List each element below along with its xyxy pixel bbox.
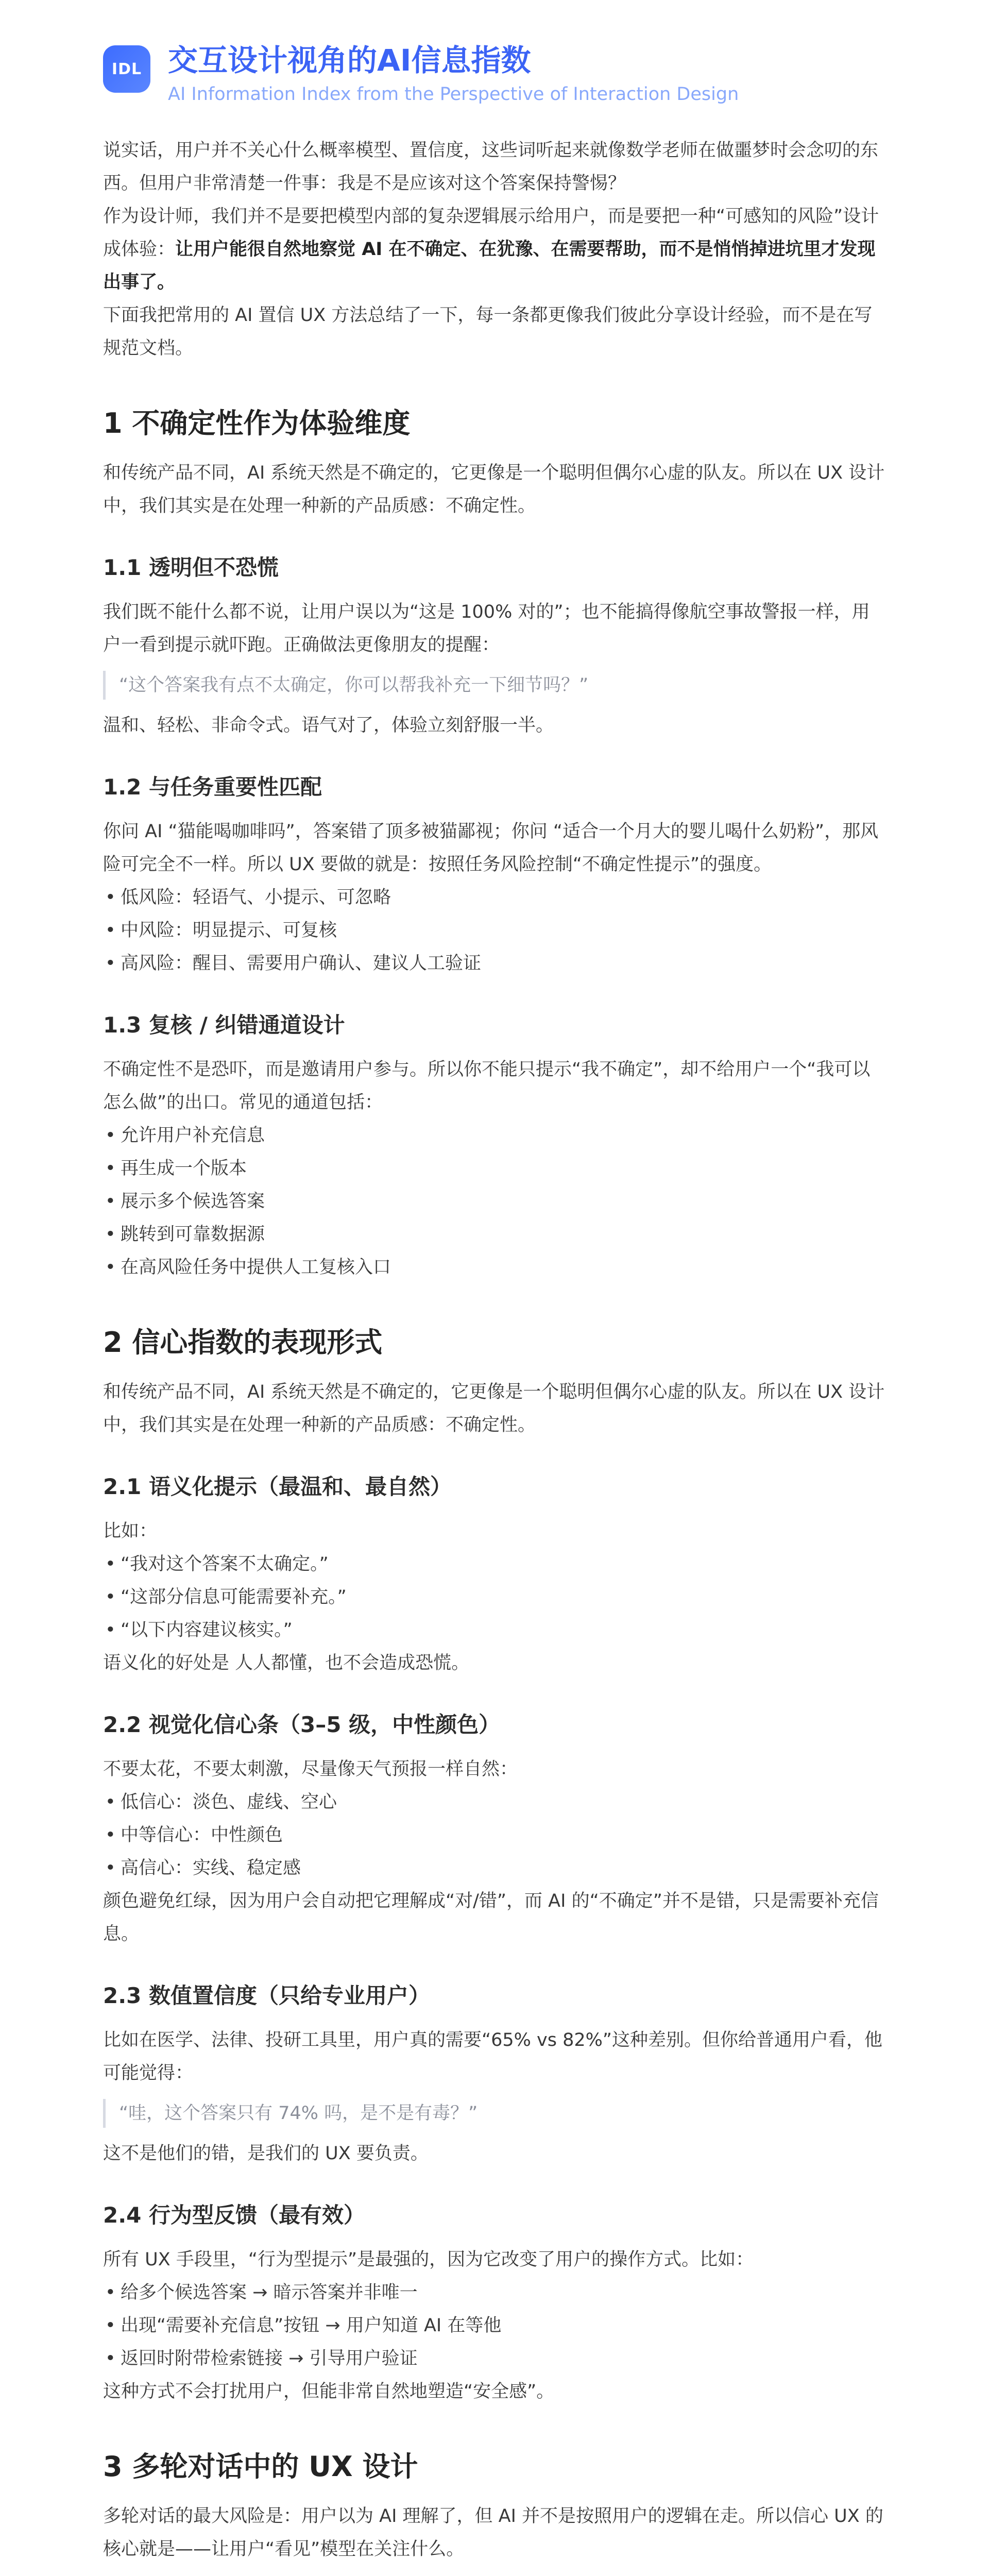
list-item: • 允许用户补充信息 [103,1119,886,1152]
section-3-description: 多轮对话的最大风险是：用户以为 AI 理解了，但 AI 并不是按照用户的逻辑在走。所以信心 UX 的核心就是——让用户“看见”模型在关注什么。 [103,2506,883,2560]
quote-block: “这个答案我有点不太确定，你可以帮我补充一下细节吗？” [103,671,886,700]
paragraph: 颜色避免红绿，因为用户会自动把它理解成“对/错”，而 AI 的“不确定”并不是错，只是需要补充信息。 [103,1891,879,1944]
list-item: • 出现“需要补充信息”按钮 → 用户知道 AI 在等他 [103,2309,886,2342]
bullet-list [103,1548,886,1647]
paragraph: 比如在医学、法律、投研工具里，用户真的需要“65% vs 82%”这种差别。但你给普通用户看，他可能觉得： [103,2030,883,2083]
intro-paragraph-2 [103,200,886,299]
paragraph: 你问 AI “猫能喝咖啡吗”，答案错了顶多被猫鄙视；你问 “适合一个月大的婴儿喝什么奶粉”，那风险可完全不一样。所以 UX 要做的就是：按照任务风险控制“不确定性提示”的强度。 [103,821,879,875]
paragraph: 不确定性不是恐吓，而是邀请用户参与。所以你不能只提示“我不确定”，却不给用户一个“我可以怎么做”的出口。常见的通道包括： [103,1059,871,1113]
bullet-list [103,1119,886,1284]
paragraph: 所有 UX 手段里，“行为型提示”是最强的，因为它改变了用户的操作方式。比如： [103,2249,754,2270]
paragraph: 温和、轻松、非命令式。语气对了，体验立刻舒服一半。 [103,715,554,736]
list-item: • 再生成一个版本 [103,1152,886,1185]
section-2-description: 和传统产品不同，AI 系统天然是不确定的，它更像是一个聪明但偶尔心虚的队友。所以在 UX 设计中，我们其实是在处理一种新的产品质感：不确定性。 [103,1382,885,1435]
subsection-heading-1-3: 1.3 复核 / 纠错通道设计 [103,1012,345,1038]
paragraph: 比如： [103,1521,158,1541]
list-item: • 展示多个候选答案 [103,1185,886,1218]
paragraph: 我们既不能什么都不说，让用户误以为“这是 100% 对的”；也不能搞得像航空事故警报一样，用户一看到提示就吓跑。正确做法更像朋友的提醒： [103,602,870,655]
subsection-heading-1-2: 1.2 与任务重要性匹配 [103,774,322,800]
list-item: • 跳转到可靠数据源 [103,1218,886,1251]
list-item: • “这部分信息可能需要补充。” [103,1581,886,1614]
list-item: • 给多个候选答案 → 暗示答案并非唯一 [103,2276,886,2309]
subsection-heading-2-1: 2.1 语义化提示（最温和、最自然） [103,1474,452,1499]
list-item: • 中风险：明显提示、可复核 [103,914,886,947]
intro-paragraph-3: 下面我把常用的 AI 置信 UX 方法总结了一下，每一条都更像我们彼此分享设计经验，而不是在写规范文档。 [103,305,873,359]
brand-logo [103,45,150,93]
page-subtitle: AI Information Index from the Perspective of Interaction Design [168,84,739,105]
section-heading-1: 1 不确定性作为体验维度 [103,407,411,439]
quote-block: “哇，这个答案只有 74% 吗，是不是有毒？” [103,2099,886,2128]
document-header [103,41,886,107]
section-1-description: 和传统产品不同，AI 系统天然是不确定的，它更像是一个聪明但偶尔心虚的队友。所以在 UX 设计中，我们其实是在处理一种新的产品质感：不确定性。 [103,463,885,516]
list-item: • 返回时附带检索链接 → 引导用户验证 [103,2342,886,2375]
paragraph: 这不是他们的错，是我们的 UX 要负责。 [103,2143,429,2164]
list-item: • 高风险：醒目、需要用户确认、建议人工验证 [103,947,886,980]
subsection-heading-1-1: 1.1 透明但不恐慌 [103,555,279,580]
logo-text: IDL [111,60,142,78]
section-heading-2: 2 信心指数的表现形式 [103,1326,383,1359]
bullet-list [103,1786,886,1885]
list-item: • 中等信心：中性颜色 [103,1819,886,1852]
list-item: • 低风险：轻语气、小提示、可忽略 [103,881,886,914]
subsection-heading-2-4: 2.4 行为型反馈（最有效） [103,2202,366,2228]
list-item: • 低信心：淡色、虚线、空心 [103,1786,886,1819]
page-title: 交互设计视角的AI信息指数 [168,43,531,78]
list-item: • “以下内容建议核实。” [103,1614,886,1647]
intro-paragraph-1: 说实话，用户并不关心什么概率模型、置信度，这些词听起来就像数学老师在做噩梦时会念叨的东西。但用户非常清楚一件事：我是不是应该对这个答案保持警惕？ [103,140,879,194]
paragraph: 不要太花，不要太刺激，尽量像天气预报一样自然： [103,1759,518,1780]
subsection-heading-2-2: 2.2 视觉化信心条（3–5 级，中性颜色） [103,1712,501,1737]
subsection-heading-2-3: 2.3 数值置信度（只给专业用户） [103,1983,431,2008]
paragraph: 这种方式不会打扰用户，但能非常自然地塑造“安全感”。 [103,2381,555,2402]
list-item: • “我对这个答案不太确定。” [103,1548,886,1581]
intro-text: 作为设计师，我们并不是要把模型内部的复杂逻辑展示给用户，而是要把一种“可感知的风险”设计成体验： [103,206,879,260]
list-item: • 在高风险任务中提供人工复核入口 [103,1251,886,1284]
list-item: • 高信心：实线、稳定感 [103,1852,886,1885]
title-block [168,41,739,107]
section-heading-3: 3 多轮对话中的 UX 设计 [103,2450,418,2483]
intro-emphasis: 让用户能很自然地察觉 AI 在不确定、在犹豫、在需要帮助，而不是悄悄掉进坑里才发现出事了。 [103,239,876,293]
bullet-list [103,2276,886,2375]
paragraph: 语义化的好处是 人人都懂，也不会造成恐慌。 [103,1653,470,1673]
bullet-list [103,881,886,980]
